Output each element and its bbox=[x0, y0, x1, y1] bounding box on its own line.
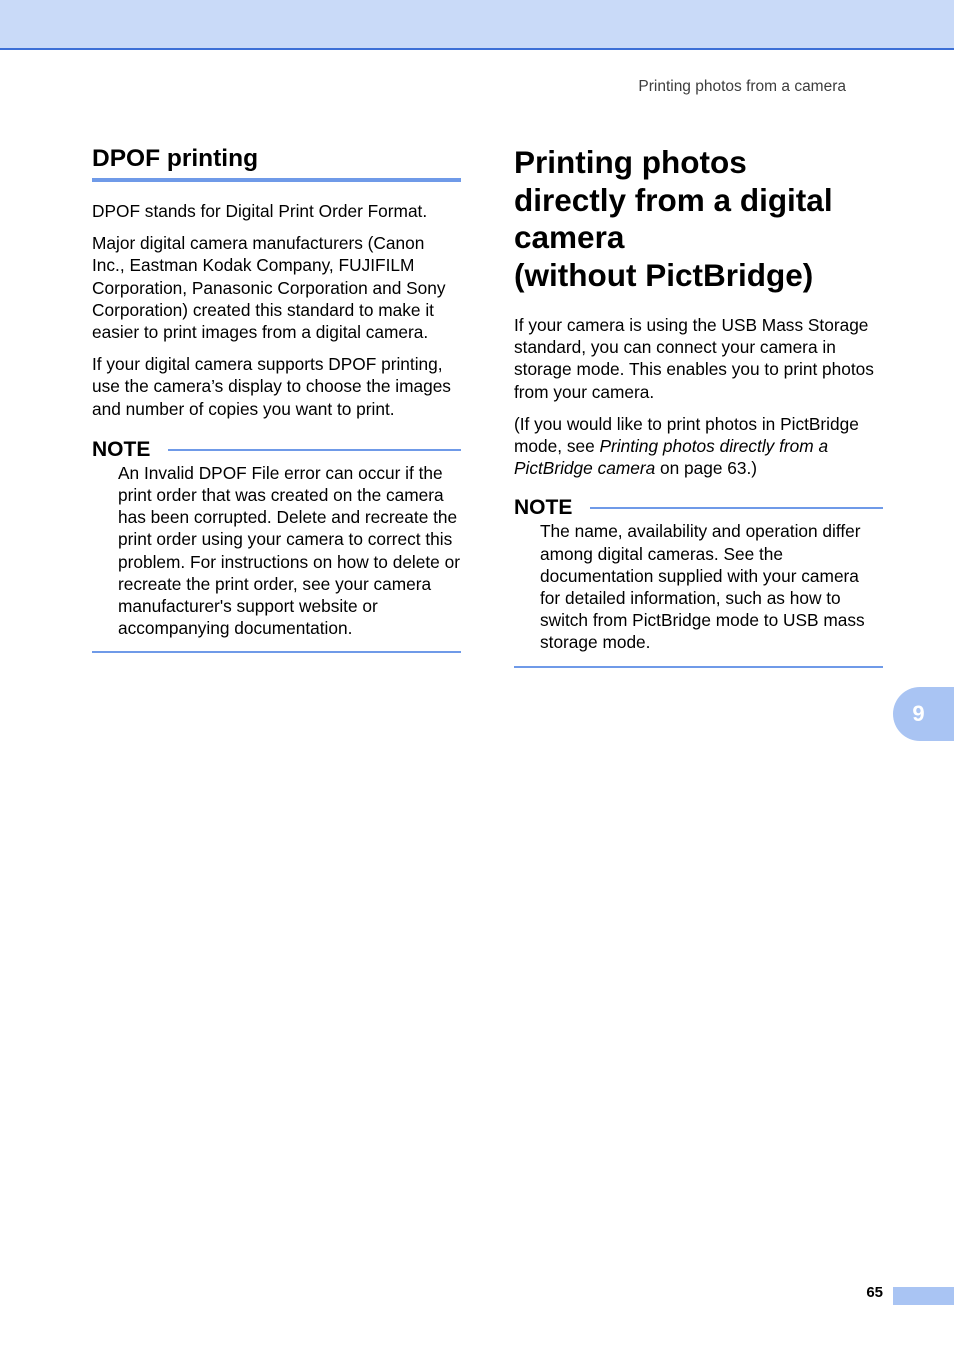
paragraph-text: on page 63.) bbox=[655, 458, 758, 479]
page-number-bar bbox=[893, 1287, 954, 1305]
cross-reference-link[interactable]: Printing photos directly from a PictBridge camera bbox=[514, 436, 829, 479]
note-rule bbox=[168, 449, 461, 451]
paragraph: Major digital camera manufacturers (Canon Inc., Eastman Kodak Company, FUJIFILM Corporation, Panasonic Corporation and Sony Corporation) created this standard to make it easier to print images from a digital camera. bbox=[92, 233, 446, 343]
chapter-heading bbox=[514, 144, 883, 294]
right-column bbox=[514, 144, 883, 668]
chapter-heading-line: Printing photos bbox=[514, 144, 747, 180]
left-column bbox=[92, 144, 461, 653]
note-text: An Invalid DPOF File error can occur if the print order that was created on the camera has been corrupted. Delete and recreate the print order using your camera to correct this problem. For instructions on how to delete or recreate the print order, see your camera manufacturer's support website or accompanying documentation. bbox=[118, 462, 460, 639]
note-label: NOTE bbox=[92, 437, 151, 461]
note-bottom-rule bbox=[92, 651, 461, 653]
paragraph-with-reference bbox=[514, 413, 883, 480]
note-text: The name, availability and operation differ among digital cameras. See the documentation supplied with your camera for detailed information, such as how to switch from PictBridge mode to USB mass storage mode. bbox=[540, 521, 865, 653]
note-bottom-rule bbox=[514, 666, 883, 668]
note-header bbox=[514, 496, 883, 520]
paragraph-text: (If you would like to print photos in PictBridge mode, see bbox=[514, 413, 859, 457]
paragraph: DPOF stands for Digital Print Order Format. bbox=[92, 201, 428, 221]
paragraph: If your camera is using the USB Mass Storage standard, you can connect your camera in storage mode. This enables you to print photos from your camera. bbox=[514, 315, 874, 402]
chapter-heading-line: directly from a digital bbox=[514, 181, 833, 218]
note-label: NOTE bbox=[514, 496, 573, 520]
paragraph: If your digital camera supports DPOF printing, use the camera’s display to choose the images and number of copies you want to print. bbox=[92, 354, 451, 419]
chapter-tab: 9 bbox=[893, 687, 954, 741]
section-heading: DPOF printing bbox=[92, 144, 461, 182]
running-header: Printing photos from a camera bbox=[638, 78, 846, 95]
note-header bbox=[92, 438, 461, 462]
chapter-heading-line: camera bbox=[514, 219, 625, 255]
note-rule bbox=[590, 507, 883, 509]
page-number: 65 bbox=[866, 1284, 883, 1301]
chapter-heading-line: (without PictBridge) bbox=[514, 256, 814, 293]
header-band bbox=[0, 0, 954, 50]
